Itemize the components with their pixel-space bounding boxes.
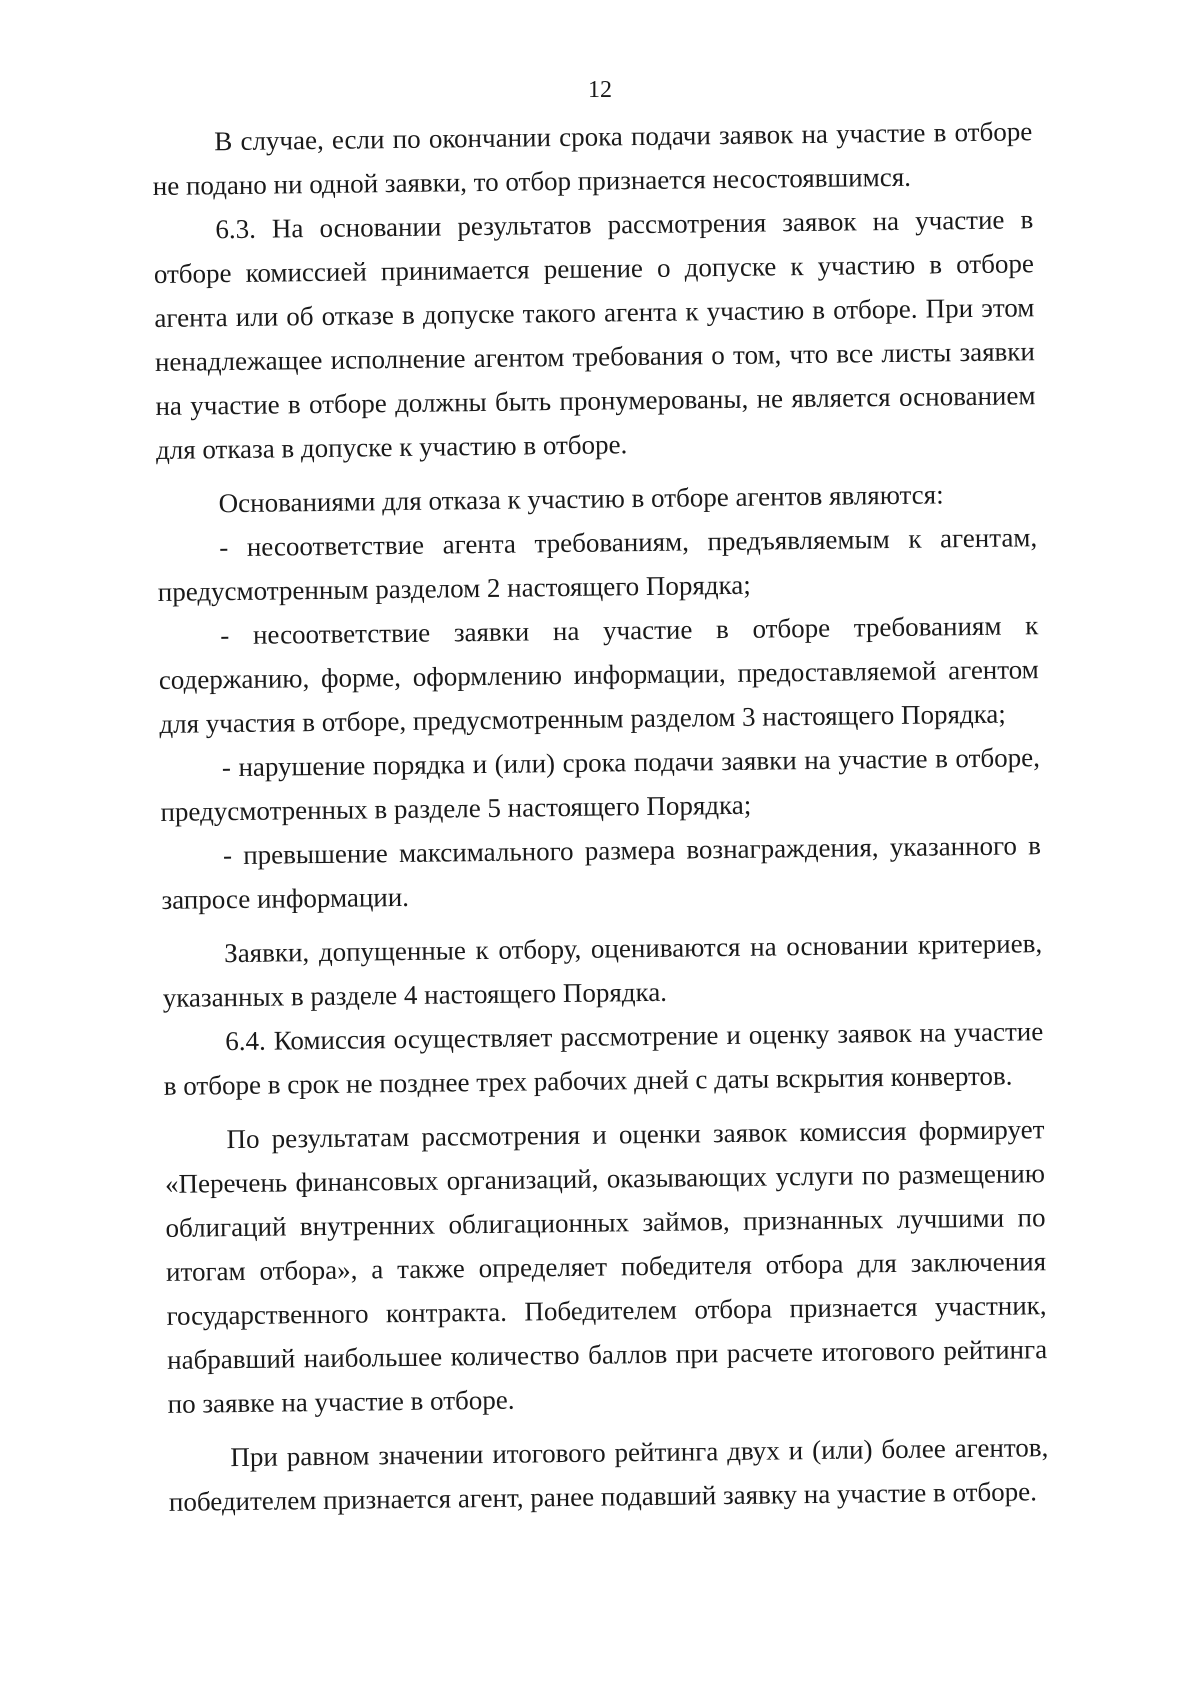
paragraph-6-3: 6.3. На основании результатов рассмотрения заявок на участие в отборе комиссией принимается решение о допуске к участию в отборе агента или об отказе в допуске такого агента к участию в отборе. При этом ненадлежащее исполнение агентом требования о том, что все листы заявки на участие в отборе должны быть пронумерованы, не является основанием для отказа в допуске к участию в отборе. bbox=[153, 204, 1036, 465]
page-number: 12 bbox=[588, 77, 612, 103]
paragraph-grounds-for-refusal: Основаниями для отказа к участию в отборе агентов являются: bbox=[218, 479, 944, 519]
list-item-agent-requirements: - несоответствие агента требованиям, предъявляемым к агентам, предусмотренным разделом 2 настоящего Порядка; bbox=[157, 522, 1038, 607]
list-item-application-content: - несоответствие заявки на участие в отборе требованиям к содержанию, форме, оформлению информации, предоставляемой агентом для участия в отборе, предусмотренным разделом 3 настоящего Порядка; bbox=[158, 610, 1039, 739]
paragraph-results: По результатам рассмотрения и оценки заявок комиссия формирует «Перечень финансовых организаций, оказывающих услуги по размещению облигаций внутренних облигационных займов, признанных лучшими по итогам отбора», а также определяет победителя отбора для заключения государственного контракта. Победителем отбора признается участник, набравший наибольшее количество баллов при расчете итогового рейтинга по заявке на участие в отборе. bbox=[164, 1114, 1048, 1419]
list-item-fee-excess: - превышение максимального размера вознаграждения, указанного в запросе информации. bbox=[161, 830, 1042, 915]
paragraph-equal-rating: При равном значении итогового рейтинга двух и (или) более агентов, победителем признается агент, ранее подавший заявку на участие в отборе. bbox=[168, 1432, 1049, 1517]
list-item-submission-violation: - нарушение порядка и (или) срока подачи заявки на участие в отборе, предусмотренных в разделе 5 настоящего Порядка; bbox=[160, 742, 1041, 827]
paragraph-6-4: 6.4. Комиссия осуществляет рассмотрение и оценку заявок на участие в отборе в срок не позднее трех рабочих дней с даты вскрытия конвертов. bbox=[163, 1016, 1044, 1101]
paragraph-evaluation-criteria: Заявки, допущенные к отбору, оцениваются на основании критериев, указанных в разделе 4 настоящего Порядка. bbox=[162, 928, 1043, 1013]
document-body bbox=[152, 109, 1049, 1524]
paragraph-no-applications: В случае, если по окончании срока подачи заявок на участие в отборе не подано ни одной заявки, то отбор признается несостоявшимся. bbox=[152, 116, 1033, 201]
